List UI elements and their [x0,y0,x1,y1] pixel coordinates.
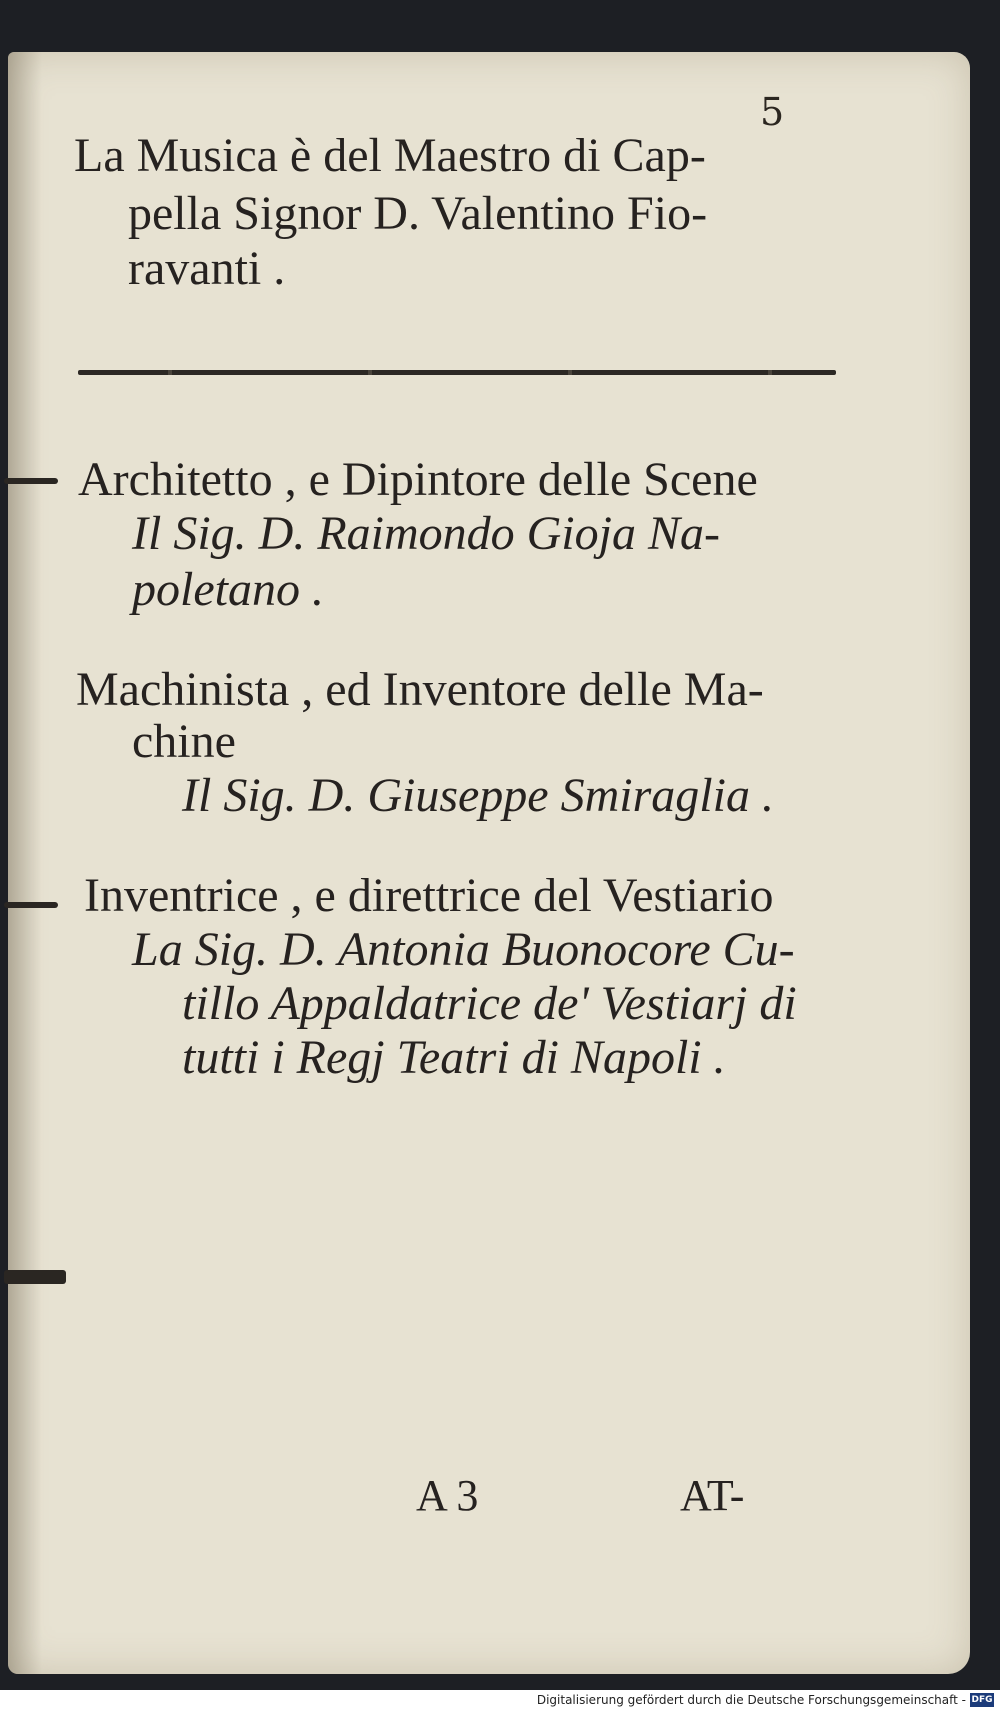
music-credit-line-3: ravanti . [128,242,286,295]
architect-role: Architetto , e Dipintore delle Scene [78,453,758,506]
spine-mark [4,478,58,484]
spine-mark [4,902,58,908]
music-credit-line-1: La Musica è del Maestro di Cap- [74,129,706,182]
machinist-name: Il Sig. D. Giuseppe Smiraglia . [182,769,774,822]
architect-name-line-1: Il Sig. D. Raimondo Gioja Na- [132,507,720,560]
dfg-logo-icon: DFG [971,1695,993,1705]
costume-name-line-1: La Sig. D. Antonia Buonocore Cu- [132,923,795,976]
ornamental-rule [78,370,836,375]
machinist-role-line-2: chine [132,715,236,768]
signature-mark: A 3 [416,1471,479,1520]
page-number: 5 [760,90,785,134]
spine-mark [4,1270,66,1284]
costume-role: Inventrice , e direttrice del Vestiario [84,869,774,922]
catchword: AT- [680,1471,745,1520]
costume-name-line-3: tutti i Regj Teatri di Napoli . [182,1031,726,1084]
book-page [8,52,970,1674]
music-credit-line-2: pella Signor D. Valentino Fio- [128,187,708,240]
funding-credit: Digitalisierung gefördert durch die Deutsche Forschungsgemeinschaft - [536,1693,966,1707]
machinist-role-line-1: Machinista , ed Inventore delle Ma- [76,663,764,716]
architect-name-line-2: poletano . [132,563,324,616]
costume-name-line-2: tillo Appaldatrice de' Vestiarj di [182,977,797,1030]
